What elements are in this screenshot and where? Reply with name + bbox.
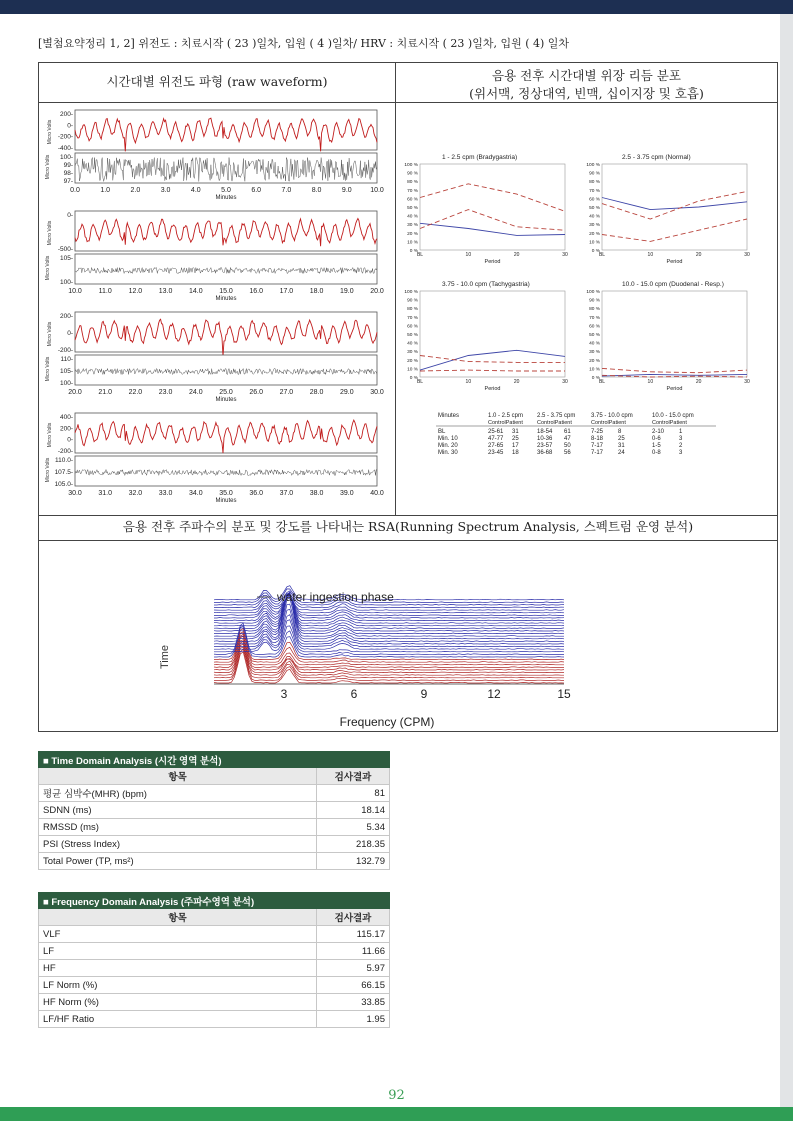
- y-tick-label: 97-: [63, 178, 73, 185]
- x-tick-label: 34.0: [188, 490, 203, 497]
- y-tick-label: 0-: [67, 436, 73, 444]
- x-axis-label: Minutes: [215, 296, 237, 302]
- table-row: [39, 853, 390, 870]
- y-tick-label: -200-: [57, 448, 73, 455]
- x-tick-label: 21.0: [98, 389, 113, 396]
- y-axis-label: Time: [159, 644, 171, 670]
- summary-cell: 17: [512, 443, 519, 449]
- x-tick-label: 9.0: [341, 187, 352, 194]
- x-tick-label: 6: [350, 687, 358, 701]
- table-row: [39, 960, 390, 977]
- x-tick-label: 7.0: [281, 187, 292, 194]
- x-tick-label: 6.0: [251, 187, 262, 194]
- x-tick-label: 30: [562, 252, 568, 258]
- y-tick-label: 80 %: [589, 307, 600, 313]
- summary-header: 2.5 - 3.75 cpm: [537, 413, 576, 419]
- time-domain-table: [38, 751, 390, 870]
- y-axis-label: Micro Volts: [47, 422, 53, 448]
- summary-cell: 25: [512, 436, 519, 442]
- summary-cell: 36-68: [537, 450, 553, 456]
- y-tick-label: 0-: [67, 212, 73, 219]
- y-tick-label: 10 %: [589, 240, 600, 246]
- summary-cell: 8-18: [591, 436, 604, 442]
- y-tick-label: 110.0-: [55, 457, 73, 464]
- summary-cell: 18: [512, 450, 519, 456]
- summary-cell: 50: [564, 443, 571, 449]
- y-tick-label: 200-: [59, 111, 73, 118]
- raw-waveform-plots: [39, 104, 395, 514]
- row-value: 11.66: [317, 943, 390, 960]
- table-row: [39, 836, 390, 853]
- col-result: 검사결과: [317, 909, 390, 926]
- y-tick-label: 105.0-: [54, 481, 73, 488]
- row-value: 1.95: [317, 1011, 390, 1028]
- y-tick-label: 60 %: [589, 324, 600, 330]
- summary-cell: 10-36: [537, 436, 553, 442]
- row-value: 5.34: [317, 819, 390, 836]
- y-axis-label: Micro Volts: [47, 321, 53, 347]
- y-axis-label: Micro Volts: [45, 457, 51, 483]
- x-tick-label: BL: [598, 379, 606, 385]
- y-tick-label: 100 %: [586, 163, 600, 168]
- y-tick-label: 0 %: [591, 376, 600, 381]
- y-tick-label: 100-: [59, 279, 73, 286]
- summary-subheader: ControlPatient: [537, 420, 572, 426]
- summary-header: 3.75 - 10.0 cpm: [591, 413, 633, 419]
- x-tick-label: 20: [513, 252, 520, 258]
- y-tick-label: 200-: [59, 313, 73, 320]
- y-tick-label: -400-: [57, 145, 73, 152]
- y-tick-label: 99-: [63, 162, 73, 169]
- summary-cell: 25: [618, 436, 625, 442]
- row-label: HF: [39, 960, 317, 977]
- col-item: 항목: [39, 909, 317, 926]
- row-value: 66.15: [317, 977, 390, 994]
- col-item: 항목: [39, 768, 317, 785]
- table-row: [39, 819, 390, 836]
- y-tick-label: -500-: [57, 246, 73, 253]
- summary-cell: 25-61: [488, 429, 504, 435]
- x-tick-label: 11.0: [98, 288, 112, 295]
- x-tick-label: 12.0: [128, 288, 143, 295]
- rhythm-title: [396, 63, 777, 103]
- x-tick-label: 9: [420, 687, 428, 701]
- x-tick-label: 37.0: [279, 490, 294, 497]
- summary-cell: 31: [512, 429, 519, 435]
- side-margin-bar: [780, 14, 793, 1107]
- x-tick-label: 30.0: [370, 389, 384, 396]
- summary-header: [별첨요약정리 1, 2] 위전도 : 치료시작 ( 23 )일차, 입원 ( 4 )일차/ HRV : 치료시작 ( 23 )일차, 입원 ( 4) 일차: [38, 37, 570, 50]
- y-tick-label: 90 %: [589, 171, 600, 177]
- x-tick-label: 15.0: [219, 288, 233, 295]
- x-tick-label: 29.0: [339, 389, 354, 396]
- x-tick-label: 20: [695, 379, 702, 385]
- x-tick-label: 38.0: [309, 490, 324, 497]
- chart-title: 3.75 - 10.0 cpm (Tachygastria): [442, 281, 530, 288]
- summary-cell: 18-54: [537, 429, 553, 435]
- x-tick-label: 28.0: [309, 389, 324, 396]
- top-banner: [0, 0, 793, 14]
- y-tick-label: 10 %: [407, 367, 418, 373]
- y-tick-label: 0-: [67, 330, 73, 337]
- summary-subheader: ControlPatient: [591, 420, 626, 426]
- bottom-banner: [0, 1107, 793, 1121]
- x-tick-label: 10: [465, 379, 472, 385]
- y-tick-label: 110-: [60, 356, 73, 363]
- summary-cell: 56: [564, 450, 571, 456]
- y-tick-label: 60 %: [407, 197, 418, 203]
- row-label: SDNN (ms): [39, 802, 317, 819]
- y-tick-label: 0 %: [591, 249, 600, 254]
- summary-cell: 24: [618, 450, 625, 456]
- summary-header: Minutes: [438, 413, 460, 419]
- summary-header: 10.0 - 15.0 cpm: [652, 413, 694, 419]
- col-result: 검사결과: [317, 768, 390, 785]
- table-row: [39, 926, 390, 943]
- y-tick-label: -200-: [57, 133, 73, 141]
- waveform-bottom-frame: [75, 153, 377, 183]
- x-tick-label: 27.0: [279, 389, 294, 396]
- summary-cell: 2-10: [652, 429, 665, 435]
- x-tick-label: 30: [562, 379, 568, 385]
- summary-cell: 7-17: [591, 443, 604, 449]
- row-label: PSI (Stress Index): [39, 836, 317, 853]
- y-tick-label: 60 %: [589, 197, 600, 203]
- y-tick-label: 30 %: [407, 350, 418, 356]
- chart-frame: [420, 291, 565, 377]
- summary-subheader: ControlPatient: [652, 420, 687, 426]
- summary-subheader: ControlPatient: [488, 420, 523, 426]
- x-tick-label: 13.0: [158, 288, 173, 295]
- y-tick-label: 30 %: [407, 223, 418, 229]
- y-tick-label: 100 %: [404, 290, 418, 295]
- rhythm-title-line2: (위서맥, 정상대역, 빈맥, 십이지장 및 호흡): [469, 86, 704, 101]
- y-tick-label: 10 %: [589, 367, 600, 373]
- waveform-top-frame: [75, 211, 377, 251]
- summary-cell: 0-8: [652, 450, 661, 456]
- x-tick-label: 14.0: [188, 288, 203, 295]
- y-axis-label: Micro Volts: [45, 255, 51, 281]
- y-axis-label: Micro Volts: [45, 356, 51, 382]
- summary-cell: 31: [618, 443, 625, 449]
- x-tick-label: 20: [695, 252, 702, 258]
- x-tick-label: 35.0: [219, 490, 233, 497]
- summary-cell: 61: [564, 429, 571, 435]
- row-value: 218.35: [317, 836, 390, 853]
- x-tick-label: 3: [280, 687, 288, 701]
- x-axis-label: Minutes: [215, 195, 237, 201]
- y-tick-label: 98-: [63, 170, 73, 177]
- x-tick-label: 17.0: [279, 288, 294, 295]
- y-tick-label: 70 %: [407, 188, 418, 194]
- time-domain-title: ■ Time Domain Analysis (시간 영역 분석): [39, 752, 390, 768]
- y-tick-label: 50 %: [407, 206, 418, 211]
- summary-cell: 3: [679, 450, 683, 456]
- chart-title: 1 - 2.5 cpm (Bradygastria): [442, 154, 518, 161]
- legend-text: water ingestion phase: [277, 590, 394, 604]
- x-tick-label: 36.0: [249, 490, 264, 497]
- x-tick-label: 22.0: [128, 389, 143, 396]
- summary-cell: 1: [679, 429, 683, 435]
- chart-title: 2.5 - 3.75 cpm (Normal): [622, 154, 691, 161]
- x-tick-label: 25.0: [219, 389, 233, 396]
- x-tick-label: 10: [465, 252, 472, 258]
- x-tick-label: 4.0: [190, 187, 201, 194]
- y-tick-label: 30 %: [589, 350, 600, 356]
- y-tick-label: 40 %: [407, 341, 418, 347]
- x-axis-label: Period: [484, 259, 501, 265]
- x-tick-label: 19.0: [339, 288, 354, 295]
- y-tick-label: 100 %: [586, 290, 600, 295]
- summary-cell: Min. 20: [438, 443, 458, 449]
- y-tick-label: 40 %: [589, 341, 600, 347]
- chart-title: 10.0 - 15.0 cpm (Duodenal - Resp.): [622, 281, 724, 288]
- chart-frame: [420, 164, 565, 250]
- summary-cell: Min. 30: [438, 450, 458, 456]
- row-value: 81: [317, 785, 390, 802]
- chart-frame: [602, 291, 747, 377]
- x-tick-label: 12: [487, 687, 501, 701]
- summary-header: 1.0 - 2.5 cpm: [488, 413, 524, 419]
- summary-cell: 2: [679, 443, 683, 449]
- x-tick-label: 5.0: [221, 187, 231, 194]
- x-tick-label: 39.0: [339, 490, 354, 497]
- y-tick-label: 90 %: [589, 298, 600, 304]
- x-tick-label: 3.0: [160, 187, 171, 194]
- x-tick-label: 16.0: [249, 288, 264, 295]
- y-tick-label: 20 %: [589, 358, 600, 364]
- x-tick-label: 20: [513, 379, 520, 385]
- summary-cell: 23-45: [488, 450, 504, 456]
- x-tick-label: 20.0: [68, 389, 82, 396]
- x-tick-label: 33.0: [158, 490, 173, 497]
- y-tick-label: 20 %: [407, 358, 418, 364]
- table-row: [39, 1011, 390, 1028]
- summary-cell: 47-77: [488, 436, 504, 442]
- y-tick-label: 50 %: [589, 206, 600, 211]
- x-tick-label: BL: [416, 379, 424, 385]
- y-tick-label: 0 %: [409, 376, 418, 381]
- table-row: [39, 802, 390, 819]
- raw-waveform-title: 시간대별 위전도 파형 (raw waveform): [39, 63, 395, 103]
- x-axis-label: Period: [666, 386, 683, 392]
- waveform-top-frame: [75, 312, 377, 352]
- y-tick-label: 70 %: [589, 315, 600, 321]
- row-label: 평균 심박수(MHR) (bpm): [39, 785, 317, 802]
- y-tick-label: -200-: [57, 347, 73, 354]
- row-value: 33.85: [317, 994, 390, 1011]
- waveform-top-frame: [75, 413, 377, 453]
- x-tick-label: 1.0: [100, 187, 111, 194]
- x-tick-label: 10.0: [68, 288, 82, 295]
- x-tick-label: 10: [647, 252, 654, 258]
- y-tick-label: 50 %: [407, 333, 418, 338]
- row-value: 5.97: [317, 960, 390, 977]
- y-tick-label: 400-: [59, 414, 73, 421]
- row-label: Total Power (TP, ms²): [39, 853, 317, 870]
- table-row: [39, 977, 390, 994]
- x-tick-label: 32.0: [128, 490, 143, 497]
- rsa-waterfall-chart: [39, 540, 777, 731]
- eeg-report-frame: [38, 62, 778, 732]
- x-tick-label: 10.0: [370, 187, 384, 194]
- page-number: 92: [388, 1088, 405, 1103]
- y-tick-label: 200-: [59, 425, 73, 433]
- y-tick-label: 105-: [59, 368, 73, 375]
- y-tick-label: 80 %: [589, 180, 600, 186]
- x-tick-label: BL: [598, 252, 606, 258]
- y-tick-label: 80 %: [407, 307, 418, 313]
- y-tick-label: 40 %: [407, 214, 418, 220]
- x-tick-label: 10: [647, 379, 654, 385]
- summary-cell: BL: [438, 429, 446, 435]
- row-label: HF Norm (%): [39, 994, 317, 1011]
- row-value: 132.79: [317, 853, 390, 870]
- y-tick-label: 20 %: [589, 231, 600, 237]
- row-label: LF Norm (%): [39, 977, 317, 994]
- y-tick-label: 50 %: [589, 333, 600, 338]
- summary-cell: 23-57: [537, 443, 553, 449]
- table-row: [39, 943, 390, 960]
- x-tick-label: 30.0: [68, 490, 82, 497]
- row-value: 115.17: [317, 926, 390, 943]
- summary-cell: 0-6: [652, 436, 661, 442]
- x-tick-label: 8.0: [311, 187, 322, 194]
- summary-cell: 8: [618, 429, 622, 435]
- x-tick-label: 30: [744, 379, 750, 385]
- x-tick-label: 18.0: [309, 288, 324, 295]
- summary-cell: Min. 10: [438, 436, 458, 442]
- y-tick-label: 90 %: [407, 298, 418, 304]
- summary-cell: 7-17: [591, 450, 604, 456]
- table-row: [39, 994, 390, 1011]
- x-axis-label: Minutes: [215, 498, 237, 504]
- y-tick-label: 100-: [59, 380, 73, 387]
- x-tick-label: 30: [744, 252, 750, 258]
- y-tick-label: 30 %: [589, 223, 600, 229]
- waveform-top-frame: [75, 110, 377, 150]
- y-axis-label: Micro Volts: [45, 154, 51, 180]
- y-tick-label: 100 %: [404, 163, 418, 168]
- x-tick-label: 26.0: [249, 389, 264, 396]
- x-tick-label: 23.0: [158, 389, 173, 396]
- y-tick-label: 40 %: [589, 214, 600, 220]
- y-tick-label: 105-: [59, 255, 73, 262]
- x-tick-label: 40.0: [370, 490, 384, 497]
- x-axis-label: Frequency (CPM): [339, 715, 435, 729]
- frequency-domain-title: ■ Frequency Domain Analysis (주파수영역 분석): [39, 893, 390, 909]
- row-label: RMSSD (ms): [39, 819, 317, 836]
- y-tick-label: 20 %: [407, 231, 418, 237]
- summary-cell: 47: [564, 436, 571, 442]
- y-tick-label: 70 %: [407, 315, 418, 321]
- rhythm-title-line1: 음용 전후 시간대별 위장 리듬 분포: [492, 68, 681, 83]
- x-tick-label: 31.0: [98, 490, 113, 497]
- y-tick-label: 107.5-: [54, 469, 73, 476]
- x-tick-label: 15: [557, 687, 571, 701]
- x-tick-label: BL: [416, 252, 424, 258]
- y-tick-label: 0 %: [409, 249, 418, 254]
- x-axis-label: Period: [484, 386, 501, 392]
- y-tick-label: 60 %: [407, 324, 418, 330]
- x-tick-label: 24.0: [188, 389, 203, 396]
- row-value: 18.14: [317, 802, 390, 819]
- table-row: [39, 785, 390, 802]
- x-tick-label: 0.0: [70, 187, 80, 194]
- row-label: VLF: [39, 926, 317, 943]
- y-tick-label: 0-: [67, 122, 73, 130]
- y-tick-label: 90 %: [407, 171, 418, 177]
- x-tick-label: 2.0: [130, 187, 141, 194]
- y-tick-label: 100-: [59, 154, 73, 161]
- summary-cell: 1-5: [652, 443, 661, 449]
- row-label: LF/HF Ratio: [39, 1011, 317, 1028]
- row-label: LF: [39, 943, 317, 960]
- y-axis-label: Micro Volts: [47, 119, 53, 145]
- y-tick-label: 10 %: [407, 240, 418, 246]
- x-tick-label: 20.0: [370, 288, 384, 295]
- y-tick-label: 80 %: [407, 180, 418, 186]
- frequency-domain-table: [38, 892, 390, 1028]
- rsa-title: 음용 전후 주파수의 분포 및 강도를 나타내는 RSA(Running Spectrum Analysis, 스펙트럼 운영 분석): [39, 515, 777, 541]
- x-axis-label: Minutes: [215, 397, 237, 403]
- chart-frame: [602, 164, 747, 250]
- summary-cell: 27-65: [488, 443, 504, 449]
- y-axis-label: Micro Volts: [47, 220, 53, 246]
- summary-cell: 7-25: [591, 429, 604, 435]
- x-axis-label: Period: [666, 259, 683, 265]
- y-tick-label: 70 %: [589, 188, 600, 194]
- rhythm-line-charts: [396, 104, 777, 514]
- summary-cell: 3: [679, 436, 683, 442]
